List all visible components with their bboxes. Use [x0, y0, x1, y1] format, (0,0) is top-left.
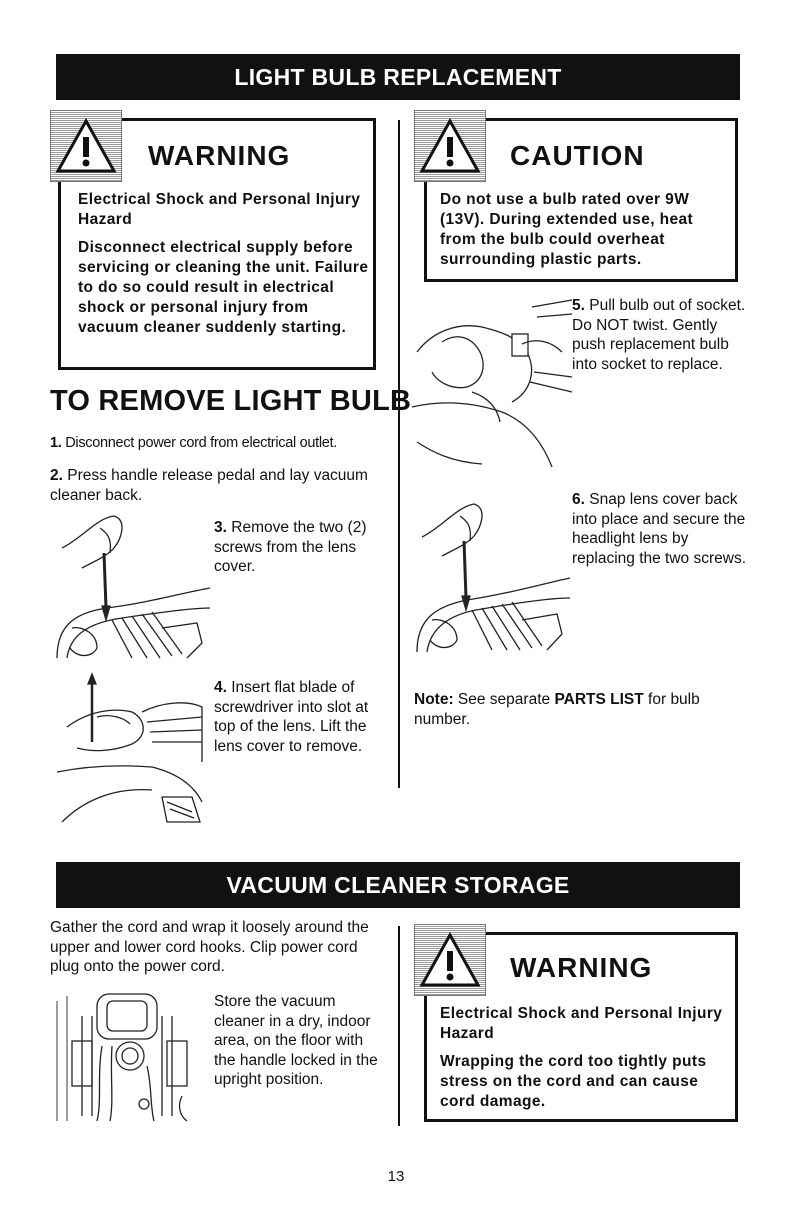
caution-title: CAUTION — [510, 140, 645, 171]
hazard-triangle-icon — [50, 110, 122, 182]
step-number: 3. — [214, 519, 227, 536]
note-label: Note: — [414, 691, 454, 708]
section-banner-light-bulb: LIGHT BULB REPLACEMENT — [56, 54, 740, 100]
note-parts-list: PARTS LIST — [554, 691, 644, 708]
step-text: Insert flat blade of screwdriver into slot at top of the lens. Lift the lens cover to remove. — [214, 679, 369, 755]
caution-text: Do not use a bulb rated over 9W (13V). During extended use, heat from the bulb could overheat surrounding plastic parts. — [440, 191, 694, 268]
step-number: 6. — [572, 491, 585, 508]
lens-cover-removal-illustration — [52, 672, 212, 832]
step-text: Snap lens cover back into place and secure the headlight lens by replacing the two screws. — [572, 491, 747, 567]
note-pre: See separate — [457, 691, 551, 708]
section-heading-remove-bulb: TO REMOVE LIGHT BULB — [50, 385, 412, 417]
storage-warning-text — [440, 1004, 732, 1112]
warning-line-1: Electrical Shock and Personal Injury Hazard — [78, 191, 361, 228]
step-1 — [50, 434, 395, 454]
section-banner-storage: VACUUM CLEANER STORAGE — [56, 862, 740, 908]
vacuum-storage-illustration — [52, 986, 207, 1126]
storage-instructions: Store the vacuum cleaner in a dry, indoor area, on the floor with the handle locked in the upright position. — [214, 993, 378, 1088]
hazard-triangle-icon — [414, 924, 486, 996]
parts-list-note — [414, 690, 744, 729]
step-number: 1. — [50, 435, 62, 451]
warning-line-2: Disconnect electrical supply before servicing or cleaning the unit. Failure to do so could result in electrical shock or personal injury from vacuum cleaner suddenly starting. — [78, 239, 369, 336]
step-3 — [214, 518, 379, 577]
storage-warning-line-1: Electrical Shock and Personal Injury Hazard — [440, 1005, 723, 1042]
screwdriver-screws-illustration — [52, 508, 212, 663]
storage-warning-title: WARNING — [510, 952, 653, 983]
column-divider — [398, 120, 400, 788]
storage-intro: Gather the cord and wrap it loosely around the upper and lower cord hooks. Clip power cord plug onto the power cord. — [50, 919, 369, 975]
step-4 — [214, 678, 384, 756]
hazard-triangle-icon — [414, 110, 486, 182]
storage-warning-line-2: Wrapping the cord too tightly puts stress on the cord and can cause cord damage. — [440, 1053, 707, 1110]
note-post: for bulb number. — [414, 691, 700, 728]
step-number: 4. — [214, 679, 227, 696]
step-6 — [572, 490, 752, 568]
bulb-socket-illustration — [412, 292, 574, 472]
warning-title: WARNING — [148, 140, 291, 171]
page-number: 13 — [387, 1168, 405, 1185]
step-text: Pull bulb out of socket. Do NOT twist. Gently push replacement bulb into socket to replace. — [572, 297, 746, 373]
step-text: Disconnect power cord from electrical outlet. — [65, 435, 338, 451]
step-5 — [572, 296, 752, 374]
step-text: Remove the two (2) screws from the lens cover. — [214, 519, 367, 575]
column-divider — [398, 926, 400, 1126]
snap-lens-cover-illustration — [412, 492, 572, 662]
step-2 — [50, 466, 380, 505]
step-text: Press handle release pedal and lay vacuum cleaner back. — [50, 467, 368, 504]
warning-text — [78, 190, 370, 338]
step-number: 2. — [50, 467, 63, 484]
step-number: 5. — [572, 297, 585, 314]
